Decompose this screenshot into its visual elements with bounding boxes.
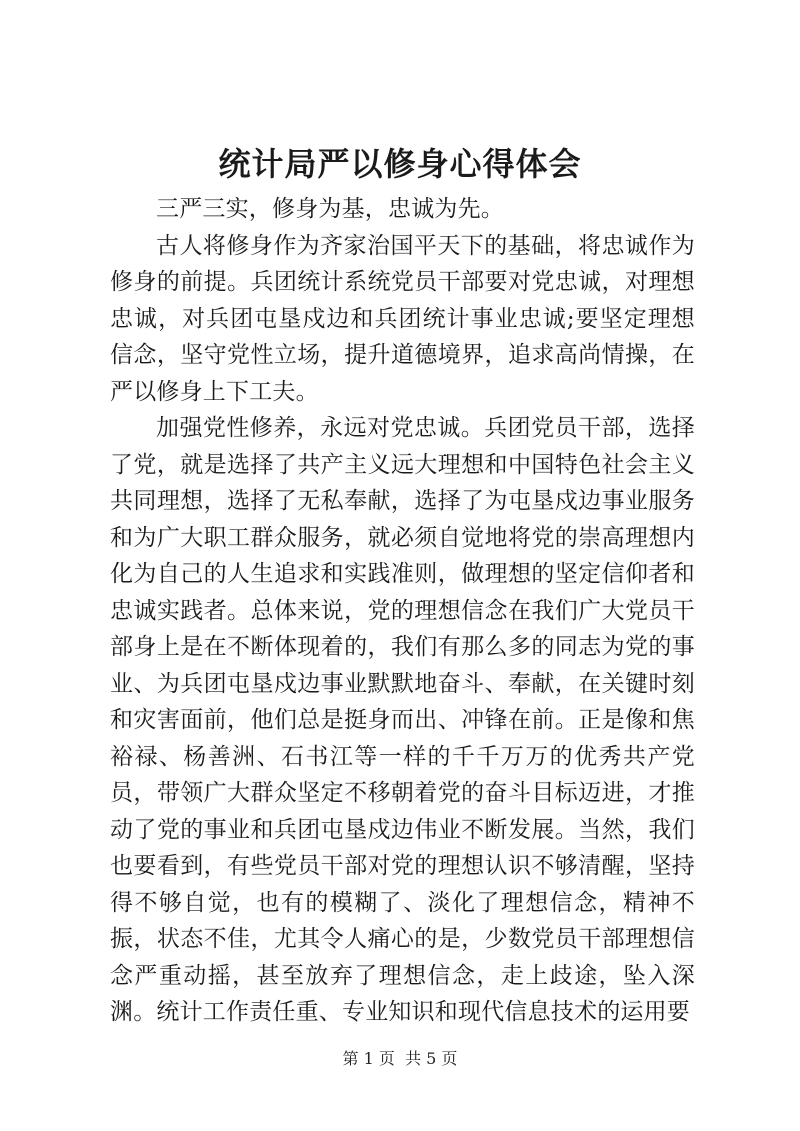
paragraph-1: 三严三实，修身为基，忠诚为先。 [156, 196, 504, 222]
page-number-label: 第 1 页 共 5 页 [342, 1049, 458, 1068]
document-title: 统计局严以修身心得体会 [218, 145, 582, 183]
page-footer [0, 1048, 800, 1070]
paragraph-3: 加强党性修养，永远对党忠诚。兵团党员干部，选择了党，就是选择了共产主义远大理想和中国特色社会主义共同理想，选择了无私奉献，选择了为屯垦戍边事业服务和为广大职工群众服务，就必须自觉地将党的崇高理想内化为自己的人生追求和实践准则，做理想的坚定信仰者和忠诚实践者。总体来说，党的理想信念在我们广大党员干部身上是在不断体现着的，我们有那么多的同志为党的事业、为兵团屯垦戍边事业默默地奋斗、奉献，在关键时刻和灾害面前，他们总是挺身而出、冲锋在前。正是像和焦裕禄、杨善洲、石书江等一样的千千万万的优秀共产党员，带领广大群众坚定不移朝着党的奋斗目标迈进，才推动了党的事业和兵团屯垦戍边伟业不断发展。当然，我们也要看到，有些党员干部对党的理想认识不够清醒，坚持得不够自觉，也有的模糊了、淡化了理想信念，精神不振，状态不佳，尤其令人痛心的是，少数党员干部理想信念严重动摇，甚至放弃了理想信念，走上歧途，坠入深渊。统计工作责任重、专业知识和现代信息技术的运用要 [110, 415, 695, 1025]
document-body [110, 191, 695, 1031]
paragraph-2: 古人将修身作为齐家治国平天下的基础，将忠诚作为修身的前提。兵团统计系统党员干部要对党忠诚，对理想忠诚，对兵团屯垦戍边和兵团统计事业忠诚;要坚定理想信念，坚守党性立场，提升道德境界，追求高尚情操，在严以修身上下工夫。 [110, 232, 695, 405]
